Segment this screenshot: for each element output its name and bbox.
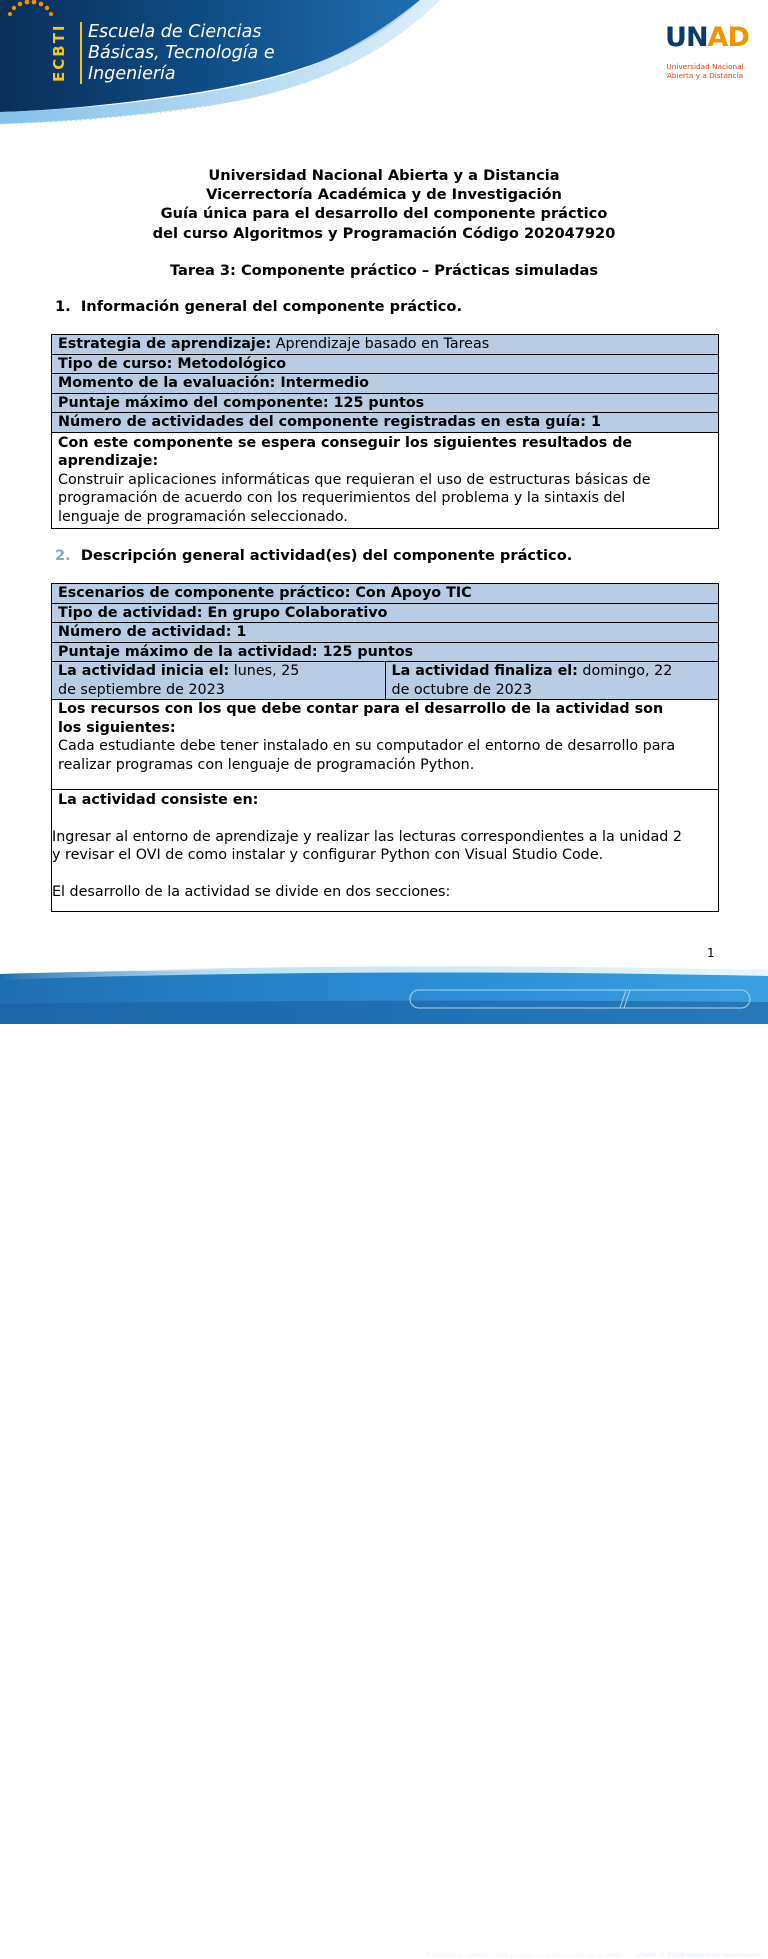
end-date-value-2: de octubre de 2023: [391, 681, 532, 698]
header-banner: [0, 0, 768, 140]
table-row: [52, 335, 719, 355]
results-text-line-1: Construir aplicaciones informáticas que requieran el uso de estructuras básicas de: [58, 471, 651, 488]
page-number: 1: [707, 946, 715, 960]
footer-copy-notice: Prohibida su reproducción y copia sin autorización de la UNAD.: [426, 1952, 625, 1959]
table-row: [52, 623, 719, 643]
activity-consists-cell: [52, 790, 719, 912]
activity-number-cell: Número de actividad: 1: [52, 623, 719, 643]
strategy-value: Aprendizaje basado en Tareas: [271, 336, 490, 352]
resources-label-line-2: los siguientes:: [58, 719, 176, 736]
logo-letter-n: N: [685, 22, 708, 53]
start-date-value-1: lunes, 25: [229, 663, 300, 679]
start-date-cell: [52, 662, 386, 700]
table-row: [52, 584, 719, 604]
end-date-label: La actividad finaliza el:: [391, 663, 578, 679]
general-info-table: [51, 334, 719, 529]
section-1-number: 1.: [55, 298, 71, 315]
title-line-1: Universidad Nacional Abierta y a Distancia: [208, 167, 560, 184]
activity-count-cell: Número de actividades del componente registradas en esta guía: 1: [52, 413, 719, 433]
unad-subtitle-line-2: Abierta y a Distancia: [666, 71, 744, 80]
resources-cell: [52, 700, 719, 790]
results-text-line-3: lenguaje de programación seleccionado.: [58, 508, 348, 525]
table-cell: [52, 335, 719, 355]
course-type-cell: Tipo de curso: Metodológico: [52, 354, 719, 374]
task-title: Tarea 3: Componente práctico – Prácticas simuladas: [169, 262, 599, 279]
consists-label: La actividad consiste en:: [58, 792, 259, 808]
section-1-heading: [55, 298, 462, 315]
footer-wave-graphic: [0, 960, 768, 1024]
unad-subtitle-line-1: Universidad Nacional: [666, 62, 744, 71]
consists-text-line-3: El desarrollo de la actividad se divide en dos secciones:: [52, 883, 451, 900]
resources-text-line-1: Cada estudiante debe tener instalado en su computador el entorno de desarrollo para: [58, 738, 676, 754]
ecbti-label: ECBTI: [50, 23, 68, 83]
resources-text-line-2: realizar programas con lenguaje de programación Python.: [58, 756, 475, 773]
max-score-cell: Puntaje máximo del componente: 125 puntos: [52, 393, 719, 413]
footer-copyright: UNAD © 2020 derechos reservados.: [636, 1952, 764, 1959]
table-row: [52, 413, 719, 433]
unad-logo-dots-icon: [0, 0, 84, 70]
learning-results-cell: [52, 432, 719, 529]
table-row: [52, 432, 719, 529]
table-row: [52, 603, 719, 623]
school-name: [88, 22, 275, 85]
table-row: [52, 662, 719, 700]
results-text-line-2: programación de acuerdo con los requerimientos del problema y la sintaxis del: [58, 490, 626, 506]
evaluation-moment-cell: Momento de la evaluación: Intermedio: [52, 374, 719, 394]
section-2-heading: [55, 547, 572, 564]
strategy-label: Estrategia de aprendizaje:: [58, 336, 272, 352]
end-date-value-1: domingo, 22: [577, 663, 673, 679]
activity-max-score-cell: Puntaje máximo de la actividad: 125 puntos: [52, 642, 719, 662]
section-2-title: Descripción general actividad(es) del componente práctico.: [80, 547, 573, 564]
results-label-line-2: aprendizaje:: [58, 453, 159, 469]
document-title: [0, 166, 768, 243]
unad-wordmark: [665, 22, 749, 53]
school-line-2: Básicas, Tecnología e: [88, 43, 275, 63]
logo-letter-u: U: [665, 22, 686, 53]
school-line-3: Ingeniería: [88, 64, 176, 84]
table-row: [52, 393, 719, 413]
footer-banner: [0, 960, 768, 1959]
table-row: [52, 354, 719, 374]
end-date-cell: [385, 662, 719, 700]
logo-letters-ad: AD: [707, 22, 749, 53]
results-label-line-1: Con este componente se espera conseguir los siguientes resultados de: [58, 434, 633, 451]
unad-subtitle: [662, 62, 748, 80]
table-row: [52, 790, 719, 912]
table-row: [52, 642, 719, 662]
section-1-title: Información general del componente práctico.: [80, 298, 462, 315]
scenario-cell: Escenarios de componente práctico: Con Apoyo TIC: [52, 584, 719, 604]
start-date-value-2: de septiembre de 2023: [58, 681, 225, 698]
title-line-3: Guía única para el desarrollo del componente práctico: [160, 205, 608, 223]
consists-text-line-2: y revisar el OVI de como instalar y configurar Python con Visual Studio Code.: [52, 847, 604, 863]
activity-type-cell: Tipo de actividad: En grupo Colaborativo: [52, 603, 719, 623]
resources-label-line-1: Los recursos con los que debe contar para el desarrollo de la actividad son: [58, 701, 664, 717]
title-line-4: del curso Algoritmos y Programación Código 202047920: [152, 224, 616, 242]
consists-text-line-1: Ingresar al entorno de aprendizaje y realizar las lecturas correspondientes a la unidad 2: [52, 828, 682, 845]
table-row: [52, 700, 719, 790]
table-row: [52, 374, 719, 394]
start-date-label: La actividad inicia el:: [58, 663, 230, 679]
section-2-number: 2.: [55, 547, 71, 564]
title-line-2: Vicerrectoría Académica y de Investigación: [206, 186, 562, 204]
activity-description-table: [51, 583, 719, 912]
school-line-1: Escuela de Ciencias: [88, 22, 262, 42]
